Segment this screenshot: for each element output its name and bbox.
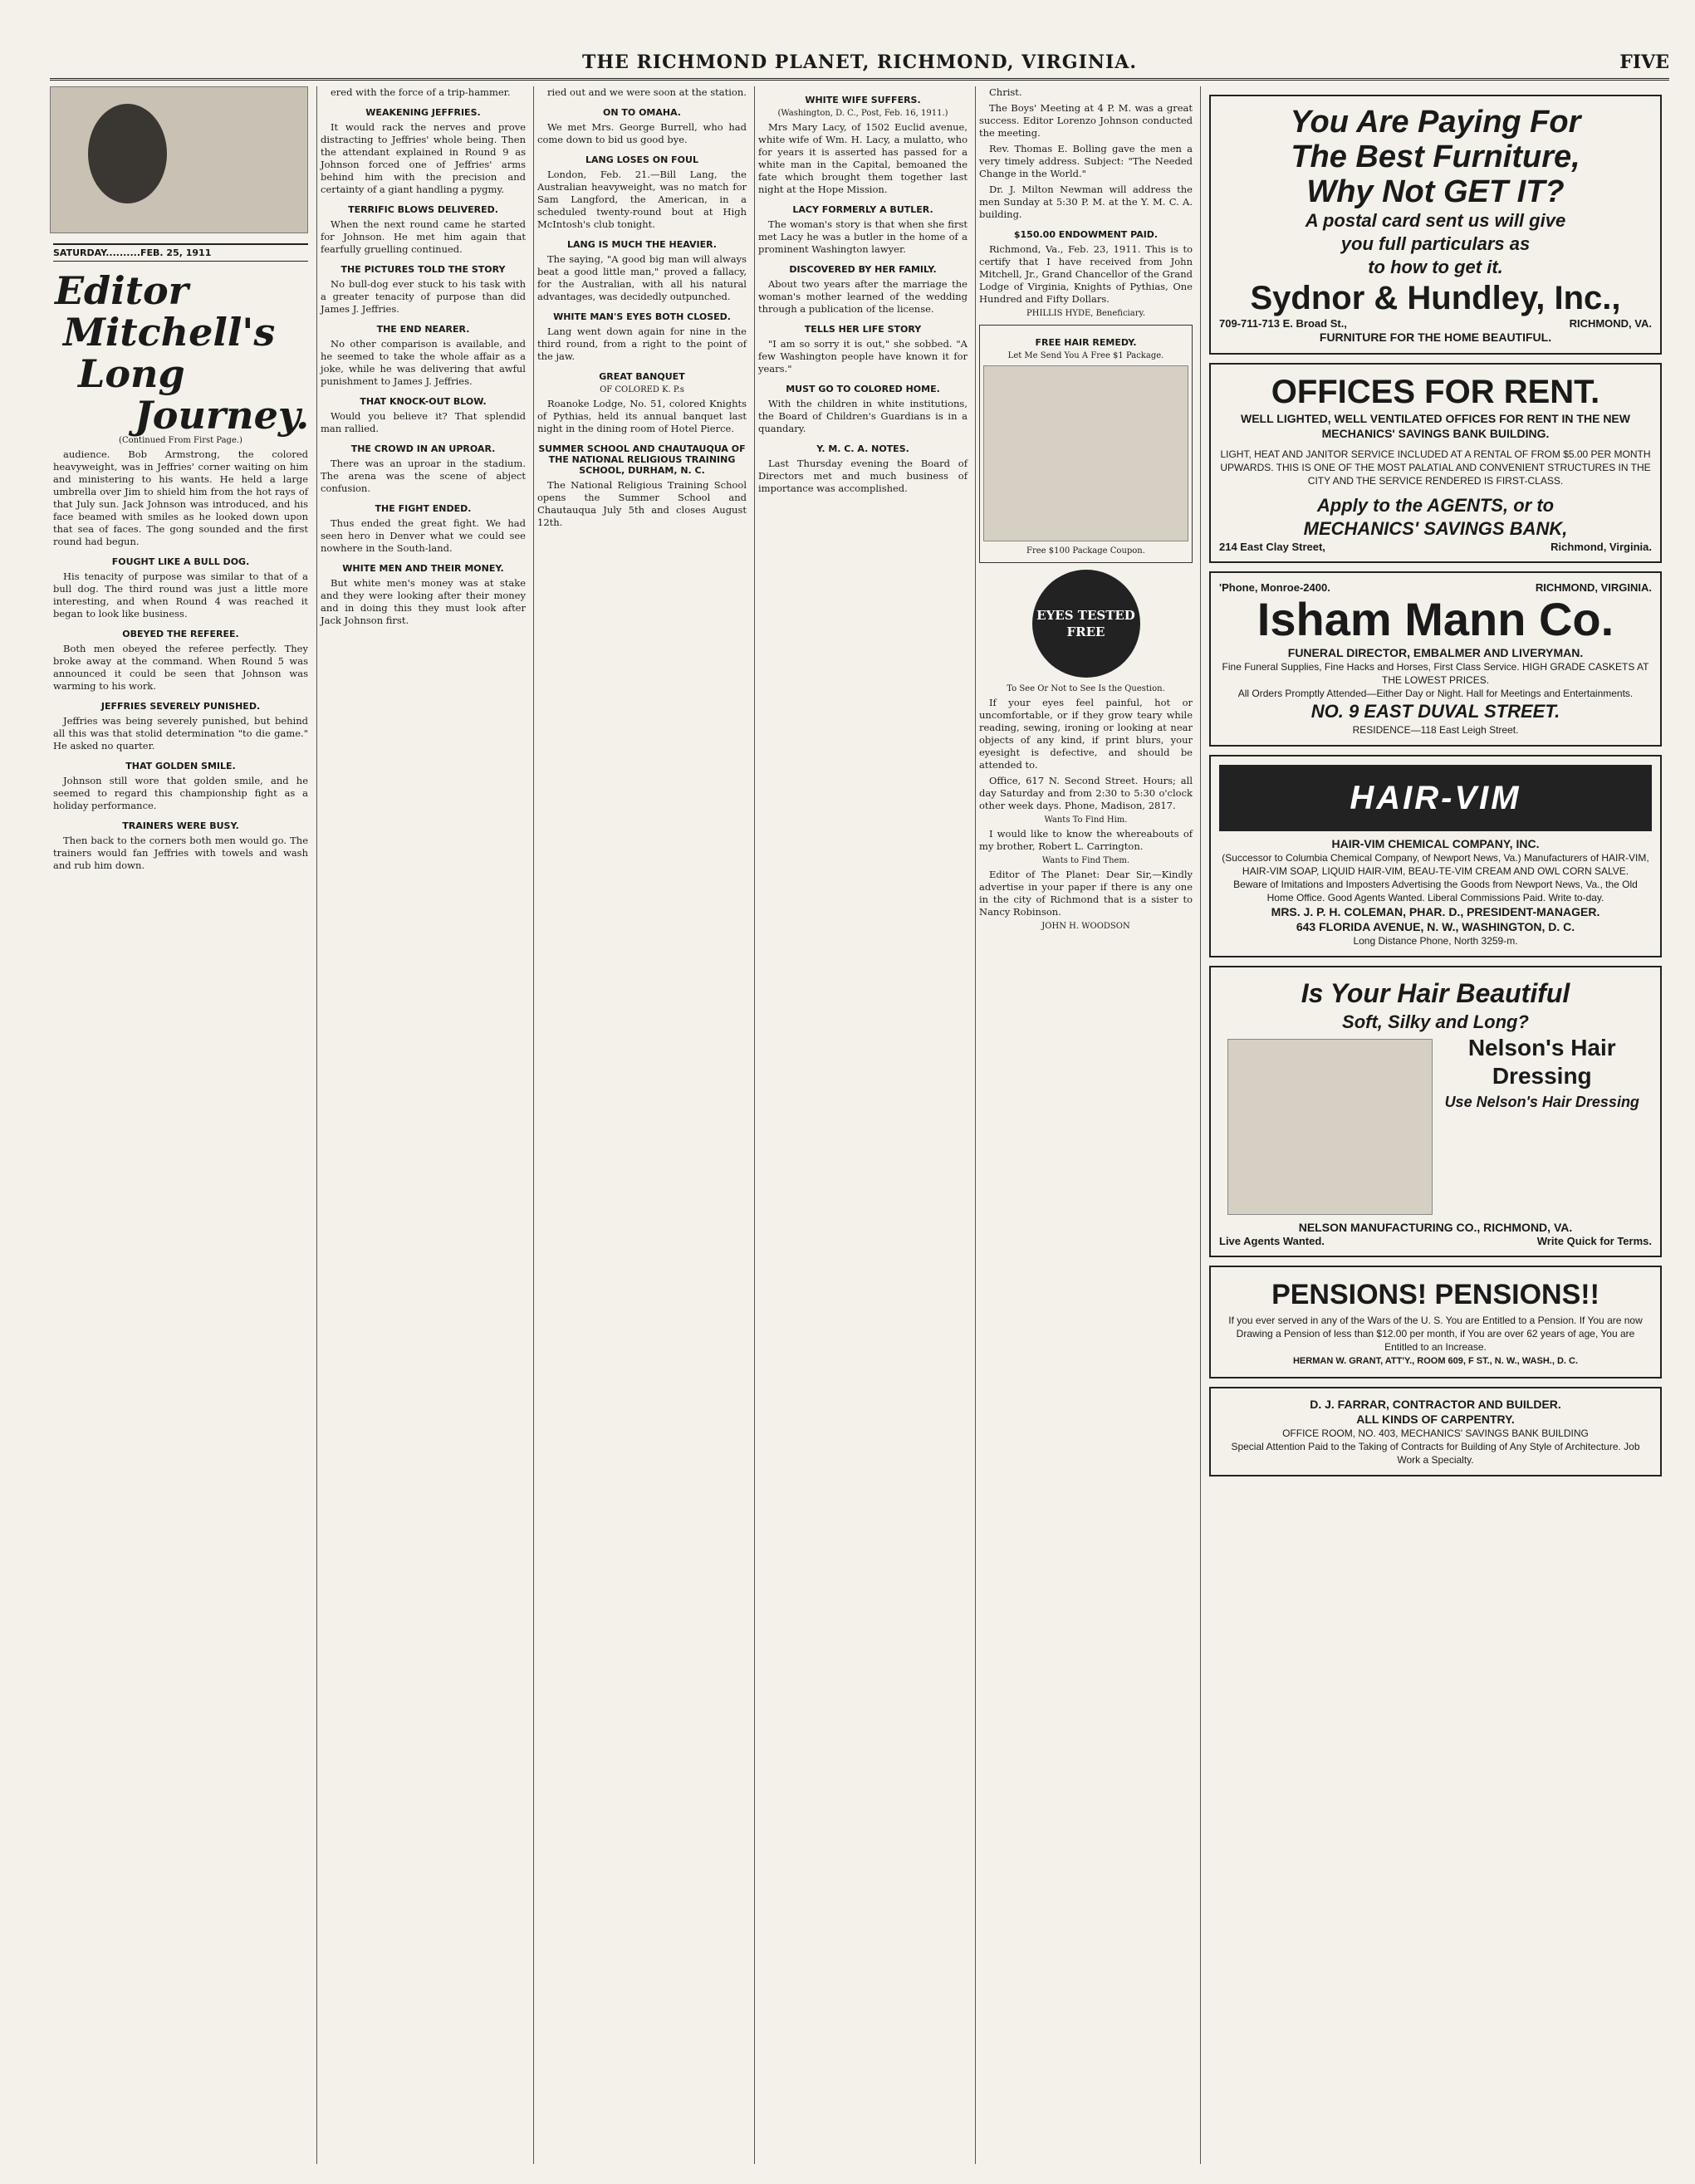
paragraph: London, Feb. 21.—Bill Lang, the Australian heavyweight, was no match for Sam Langford, the American, in a scheduled twenty-round bout at High McIntosh's club tonight. <box>537 169 747 230</box>
ad-line: Beware of Imitations and Imposters Advertising the Goods from Newport News, Va., the Old Home Office. Good Agents Wanted. Liberal Commissions Paid. Write to-day. <box>1233 879 1638 903</box>
ad-line: All Orders Promptly Attended—Either Day or Night. Hall for Meetings and Entertainments. <box>1237 688 1634 699</box>
ad-company: MECHANICS' SAVINGS BANK, <box>1303 518 1568 539</box>
subheading: FOUGHT LIKE A BULL DOG. <box>111 556 250 567</box>
ad-line: WELL LIGHTED, WELL VENTILATED OFFICES FOR RENT IN THE NEW MECHANICS' SAVINGS BANK BUILDING. <box>1241 412 1630 440</box>
paragraph: There was an uproar in the stadium. The arena was the scene of abject confusion. <box>321 458 526 494</box>
subheading: OBEYED THE REFEREE. <box>122 629 239 639</box>
paragraph: But white men's money was at stake and they were looking after their money and in doing this they must look after Jack Johnson first. <box>321 577 526 626</box>
ad-headline: You Are Paying For <box>1290 105 1581 140</box>
title-line: Editor <box>55 268 189 313</box>
paragraph: Roanoke Lodge, No. 51, colored Knights of Pythias, held its annual banquet last night in the dining room of Hotel Pierce. <box>537 398 747 434</box>
paragraph: Rev. Thomas E. Bolling gave the men a very timely address. Subject: "The Needed Change in the World." <box>979 143 1193 179</box>
subheading: THE FIGHT ENDED. <box>375 503 472 514</box>
ads-column <box>1200 86 1670 2164</box>
ad-phone: 'Phone, Monroe-2400. <box>1219 581 1330 594</box>
paragraph: Johnson still wore that golden smile, and he seemed to regard this championship fight as a holiday performance. <box>53 775 308 811</box>
paragraph: Both men obeyed the referee perfectly. They broke away at the command. When Round 5 was announced it could be seen that Johnson was warming to his work. <box>53 643 308 692</box>
subheading: Wants To Find Him. <box>1044 815 1128 825</box>
paragraph: Mrs Mary Lacy, of 1502 Euclid avenue, white wife of Wm. H. Lacy, a mulatto, who for years it is asserted has passed for a white man in the Capital, bemoaned the fate which brought them together last night at the Hope Mission. <box>758 121 968 195</box>
subheading: Y. M. C. A. NOTES. <box>816 443 909 454</box>
paragraph: I would like to know the whereabouts of my brother, Robert L. Carrington. <box>979 828 1193 852</box>
eye-icon: EYES TESTED FREE <box>1032 570 1140 678</box>
paragraph: Jeffries was being severely punished, but behind all this was that stolid determination "to die game." He asked no quarter. <box>53 715 308 752</box>
ad-headline: Soft, Silky and Long? <box>1342 1011 1529 1032</box>
signature: JOHN H. WOODSON <box>1041 922 1130 931</box>
ad-line: Write Quick for Terms. <box>1536 1235 1652 1247</box>
paragraph: ered with the force of a trip-hammer. <box>331 86 511 98</box>
subheading: WEAKENING JEFFRIES. <box>365 107 481 118</box>
paragraph: The woman's story is that when she first met Lacy he was a butler in the home of a prominent Washington lawyer. <box>758 218 968 255</box>
ad-headline: Is Your Hair Beautiful <box>1301 978 1570 1008</box>
ad-subtitle: Let Me Send You A Free $1 Package. <box>1007 351 1164 360</box>
paragraph: If your eyes feel painful, hot or uncomfortable, or if they grow teary while reading, sewing, ironing or looking at near objects of any kind, if print blurs, your eyesight is defective, and should be attended to. <box>979 697 1193 771</box>
paragraph: With the children in white institutions, the Board of Children's Guardians is in a quandary. <box>758 398 968 434</box>
ad-product: Nelson's Hair Dressing <box>1467 1035 1616 1089</box>
hair-remedy-ad <box>979 325 1193 563</box>
ad-title: OFFICES FOR RENT. <box>1271 374 1600 410</box>
paragraph: Editor of The Planet: Dear Sir,—Kindly advertise in your paper if there is any one in the city of Richmond that is a sister to Nancy Robinson. <box>979 869 1193 918</box>
ad-banner: HAIR-VIM <box>1219 765 1652 831</box>
ad-company: D. J. FARRAR, CONTRACTOR AND BUILDER. <box>1310 1398 1561 1411</box>
ad-address: 643 FLORIDA AVENUE, N. W., WASHINGTON, D. C. <box>1296 920 1575 933</box>
ad-city: Richmond, Virginia. <box>1550 541 1652 553</box>
paragraph: No bull-dog ever stuck to his task with a greater tenacity of purpose than did James J. Jeffries. <box>321 278 526 315</box>
paragraph: Then back to the corners both men would go. The trainers would fan Jeffries with towels and wash and rub him down. <box>53 835 308 871</box>
subheading: THE END NEARER. <box>376 324 470 335</box>
ad-address: 709-711-713 E. Broad St., <box>1219 317 1347 330</box>
subheading: SUMMER SCHOOL AND CHAUTAUQUA OF THE NATIONAL RELIGIOUS TRAINING SCHOOL, DURHAM, N. C. <box>538 443 746 476</box>
subheading: THAT GOLDEN SMILE. <box>125 761 236 771</box>
ad-line: Apply to the AGENTS, or to <box>1316 495 1555 516</box>
ad-line: you full particulars as <box>1340 233 1531 254</box>
ad-residence: RESIDENCE—118 East Leigh Street. <box>1352 724 1519 736</box>
ad-city: RICHMOND, VIRGINIA. <box>1535 581 1652 594</box>
paragraph: It would rack the nerves and prove distracting to Jeffries' whole being. Then the attendant explained in Round 9 as Johnson forced one of Jeffries' arms behind him with the precision and certainty of a giant handling a pygmy. <box>321 121 526 195</box>
subheading: GREAT BANQUET <box>599 371 685 382</box>
subheading: LANG LOSES ON FOUL <box>585 154 698 165</box>
column-1 <box>50 86 311 2164</box>
title-line: Mitchell's <box>63 310 276 355</box>
ad-signature: HERMAN W. GRANT, ATT'Y., ROOM 609, F ST., N. W., WASH., D. C. <box>1292 1356 1579 1366</box>
ad-line: Live Agents Wanted. <box>1219 1235 1325 1247</box>
title-line: Long <box>78 351 185 396</box>
paragraph: Lang went down again for nine in the third round, from a right to the point of the jaw. <box>537 326 747 362</box>
subheading: WHITE MAN'S EYES BOTH CLOSED. <box>553 311 731 322</box>
subheading: THAT KNOCK-OUT BLOW. <box>360 396 487 407</box>
subheading: TRAINERS WERE BUSY. <box>122 820 239 831</box>
ad-subtitle: ALL KINDS OF CARPENTRY. <box>1356 1413 1515 1426</box>
subheading: THE PICTURES TOLD THE STORY <box>340 264 506 275</box>
paragraph: His tenacity of purpose was similar to that of a bull dog. The third round was just a little more interesting, and when Round 4 was reached it began to look like business. <box>53 570 308 619</box>
ad-phone: Long Distance Phone, North 3259-m. <box>1353 935 1518 947</box>
ad-line: Fine Funeral Supplies, Fine Hacks and Horses, First Class Service. HIGH GRADE CASKETS AT THE LOWEST PRICES. <box>1222 661 1649 686</box>
ad-headline: Why Not GET IT? <box>1306 174 1565 209</box>
paragraph: The National Religious Training School opens the Summer School and Chautauqua July 5th and closes August 12th. <box>537 479 747 528</box>
subheading: ON TO OMAHA. <box>603 107 681 118</box>
furniture-ad <box>1209 95 1662 355</box>
newspaper-title: THE RICHMOND PLANET, RICHMOND, VIRGINIA. <box>581 51 1137 73</box>
subheading: DISCOVERED BY HER FAMILY. <box>789 264 937 275</box>
ad-line: OFFICE ROOM, NO. 403, MECHANICS' SAVINGS BANK BUILDING <box>1282 1427 1589 1439</box>
source-line: (Washington, D. C., Post, Feb. 16, 1911.) <box>777 109 948 118</box>
paragraph: audience. Bob Armstrong, the colored heavyweight, was in Jeffries' corner waiting on him and ministering to his wants. He held a large umbrella over Jim to shield him from the hot rays of that July sun. Jack Johnson was introduced, and his face beamed with smiles as he looked down upon that sea of faces. The gong sounded and the first round had begun. <box>53 448 308 547</box>
page-number: FIVE <box>1619 51 1669 73</box>
paragraph: No other comparison is available, and he seemed to take the whole affair as a joke, while he was delivering that awful punishment to James J. Jeffries. <box>321 338 526 387</box>
dateline: SATURDAY..........FEB. 25, 1911 <box>53 243 308 262</box>
column-2 <box>316 86 529 2164</box>
nelson-hair-ad <box>1209 966 1662 1257</box>
paragraph: Dr. J. Milton Newman will address the men Sunday at 5:30 P. M. at the Y. M. C. A. building. <box>979 184 1193 220</box>
paragraph: We met Mrs. George Burrell, who had come down to bid us good bye. <box>537 121 747 145</box>
ad-line: If you ever served in any of the Wars of the U. S. You are Entitled to a Pension. If You are now Drawing a Pension of less than $12.00 per month, if You are over 62 years of age, You are Entitled to an Increase. <box>1228 1315 1643 1353</box>
subheading: TELLS HER LIFE STORY <box>804 324 922 335</box>
pensions-ad <box>1209 1266 1662 1378</box>
ad-company: Sydnor & Hundley, Inc., <box>1250 280 1621 316</box>
ad-line: to how to get it. <box>1368 257 1503 277</box>
funeral-director-ad <box>1209 571 1662 747</box>
contractor-ad <box>1209 1387 1662 1476</box>
ad-line: LIGHT, HEAT AND JANITOR SERVICE INCLUDED AT A RENTAL OF FROM $5.00 PER MONTH UPWARDS. THIS IS ONE OF THE MOST PALATIAL AND CONVENIENT STRUCTURES IN THE CITY AND THE SERVICE RENDERED IS FIRST-CLASS. <box>1220 448 1651 487</box>
subheading: LACY FORMERLY A BUTLER. <box>792 204 933 215</box>
ad-subtitle: FUNERAL DIRECTOR, EMBALMER AND LIVERYMAN. <box>1287 646 1584 659</box>
subheading: $150.00 ENDOWMENT PAID. <box>1013 229 1159 240</box>
column-3 <box>533 86 750 2164</box>
paragraph: The Boys' Meeting at 4 P. M. was a great success. Editor Lorenzo Johnson conducted the meeting. <box>979 102 1193 139</box>
subheading: Wants to Find Them. <box>1041 856 1130 865</box>
paragraph: Thus ended the great fight. We had seen hero in Denver what we could see nowhere in the South-land. <box>321 517 526 554</box>
eyes-heading: To See Or Not to See Is the Question. <box>1007 684 1165 693</box>
paragraph: When the next round came he started for Johnson. He met him again that fearfully gruelling continued. <box>321 218 526 255</box>
subheading: JEFFRIES SEVERELY PUNISHED. <box>100 701 261 712</box>
ad-line: (Successor to Columbia Chemical Company, of Newport News, Va.) Manufacturers of HAIR-VIM, HAIR-VIM SOAP, LIQUID HAIR-VIM, BEAU-TE-VIM CREAM AND OWL CORN SALVE. <box>1222 852 1649 877</box>
ad-company: HAIR-VIM CHEMICAL COMPANY, INC. <box>1331 837 1540 850</box>
ad-title: PENSIONS! PENSIONS!! <box>1271 1279 1599 1310</box>
paragraph: "I am so sorry it is out," she sobbed. "A few Washington people have known it for years." <box>758 338 968 375</box>
paragraph: Would you believe it? That splendid man rallied. <box>321 410 526 434</box>
hair-vim-ad <box>1209 755 1662 957</box>
column-4 <box>754 86 971 2164</box>
subheading: MUST GO TO COLORED HOME. <box>786 384 940 394</box>
coupon-label: Free $100 Package Coupon. <box>1026 546 1145 556</box>
paragraph: Richmond, Va., Feb. 23, 1911. This is to certify that I have received from John Mitchell, Jr., Grand Chancellor of the Grand Lodge of Virginia, Knights of Pythias, One Hundred and Fifty Dollars. <box>979 243 1193 305</box>
paragraph: Last Thursday evening the Board of Directors met and much business of importance was accomplished. <box>758 458 968 494</box>
ad-manager: MRS. J. P. H. COLEMAN, PHAR. D., PRESIDENT-MANAGER. <box>1271 905 1600 918</box>
portrait-image <box>50 86 308 233</box>
subheading: WHITE MEN AND THEIR MONEY. <box>342 563 504 574</box>
paragraph: The saying, "A good big man will always beat a good little man," proved a fallacy, for the Australian, with all his natural advantages, was decidedly outpunched. <box>537 253 747 302</box>
paragraph: About two years after the marriage the woman's mother learned of the wedding through a publication of the license. <box>758 278 968 315</box>
paragraph: ried out and we were soon at the station. <box>547 86 747 98</box>
offices-ad <box>1209 363 1662 563</box>
article-title <box>55 268 310 438</box>
ad-city: RICHMOND, VA. <box>1569 317 1652 330</box>
title-line: Journey. <box>135 393 310 438</box>
subheading: WHITE WIFE SUFFERS. <box>805 95 921 105</box>
paragraph: Office, 617 N. Second Street. Hours; all day Saturday and from 2:30 to 5:30 o'clock other week days. Phone, Madison, 2817. <box>979 775 1193 811</box>
subheading: THE CROWD IN AN UPROAR. <box>350 443 496 454</box>
woman-illustration <box>1227 1039 1433 1215</box>
portrait-illustration <box>983 365 1188 541</box>
ad-address: NO. 9 EAST DUVAL STREET. <box>1310 701 1560 722</box>
ad-address: 214 East Clay Street, <box>1219 541 1325 553</box>
subheading: TERRIFIC BLOWS DELIVERED. <box>348 204 498 215</box>
ad-line: Use Nelson's Hair Dressing <box>1444 1094 1639 1110</box>
signature: PHILLIS HYDE, Beneficiary. <box>1026 309 1145 318</box>
subheading: LANG IS MUCH THE HEAVIER. <box>567 239 717 250</box>
subheading-line: OF COLORED K. P.s <box>600 385 684 394</box>
ad-headline: The Best Furniture, <box>1291 140 1580 174</box>
ad-line: A postal card sent us will give <box>1305 210 1566 231</box>
ad-title: FREE HAIR REMEDY. <box>1035 337 1137 348</box>
ad-tagline: FURNITURE FOR THE HOME BEAUTIFUL. <box>1319 331 1552 344</box>
masthead <box>50 50 1669 81</box>
ad-company: Isham Mann Co. <box>1257 593 1614 645</box>
paragraph: Christ. <box>989 86 1022 98</box>
column-5 <box>975 86 1196 2164</box>
ad-line: Special Attention Paid to the Taking of Contracts for Building of Any Style of Architecture. Job Work a Specialty. <box>1231 1441 1640 1466</box>
continued-note: (Continued From First Page.) <box>119 436 242 445</box>
ad-company: NELSON MANUFACTURING CO., RICHMOND, VA. <box>1298 1221 1573 1234</box>
